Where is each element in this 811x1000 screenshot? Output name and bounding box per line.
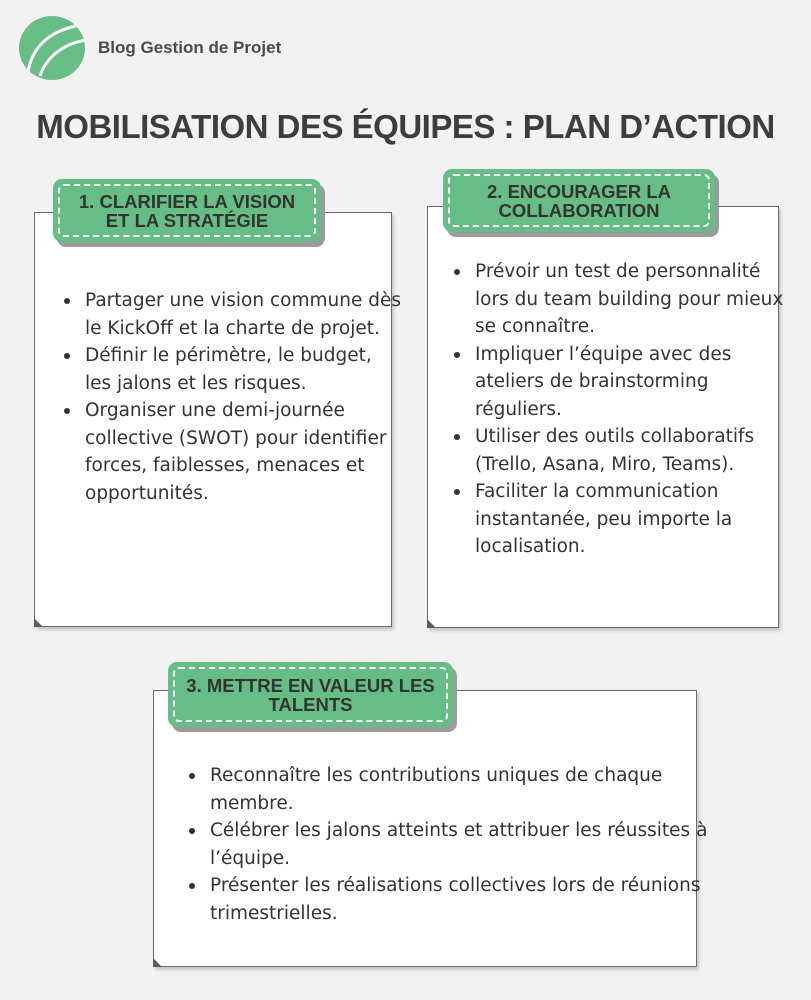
list-item: Organiser une demi-journée collective (SWOT) pour identifier forces, faiblesses, menaces et opportunités.: [85, 397, 403, 507]
bullet-list: [184, 762, 710, 927]
leaf-logo-icon: [18, 14, 90, 82]
list-item: Définir le périmètre, le budget, les jalons et les risques.: [85, 342, 403, 397]
page-title: MOBILISATION DES ÉQUIPES : PLAN D’ACTION: [36, 108, 775, 145]
section-card-talents: [153, 690, 708, 967]
section-card-collaboration: [427, 206, 784, 628]
page-curl-corner: [153, 958, 162, 967]
section-heading-talents: [168, 662, 453, 727]
list-item: Célébrer les jalons atteints et attribuer les réussites à l’équipe.: [210, 817, 710, 872]
list-item: Utiliser des outils collaboratifs (Trello, Asana, Miro, Teams).: [475, 423, 785, 478]
section-heading-label: 1. CLARIFIER LA VISION ET LA STRATÉGIE: [78, 190, 296, 231]
page-curl-corner: [427, 619, 436, 628]
section-heading-label: 3. METTRE EN VALEUR LES TALENTS: [186, 674, 435, 715]
list-item: Reconnaître les contributions uniques de chaque membre.: [210, 762, 710, 817]
list-item: Présenter les réalisations collectives lors de réunions trimestrielles.: [210, 872, 710, 927]
bullet-list: [59, 287, 403, 507]
section-heading-collaboration: [443, 169, 715, 232]
brand-logo[interactable]: [18, 14, 281, 82]
list-item: Partager une vision commune dès le KickOff et la charte de projet.: [85, 287, 403, 342]
list-item: Impliquer l’équipe avec des ateliers de brainstorming réguliers.: [475, 341, 785, 424]
brand-name: Blog Gestion de Projet: [98, 38, 282, 57]
section-card-vision: [34, 212, 401, 627]
section-heading-vision: [53, 179, 321, 242]
list-item: Faciliter la communication instantanée, peu importe la localisation.: [475, 478, 785, 561]
list-item: Prévoir un test de personnalité lors du team building pour mieux se connaître.: [475, 258, 785, 341]
section-heading-label: 2. ENCOURAGER LA COLLABORATION: [487, 180, 671, 221]
page-curl-corner: [34, 618, 43, 627]
bullet-list: [449, 258, 785, 561]
